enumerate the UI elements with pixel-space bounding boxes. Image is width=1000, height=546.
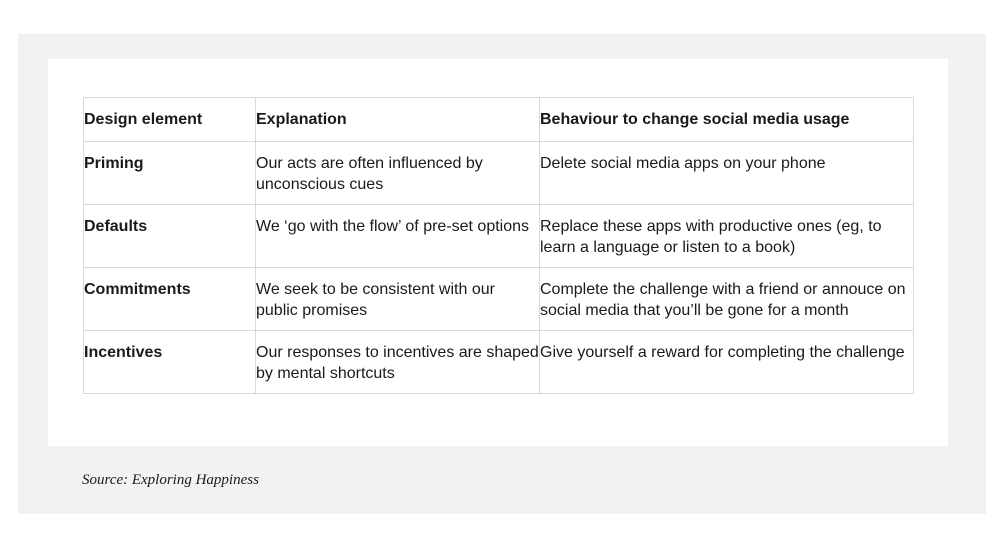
row-element: Defaults: [84, 205, 256, 268]
header-explanation: Explanation: [256, 98, 540, 142]
row-behaviour: Delete social media apps on your phone: [540, 142, 914, 205]
row-explanation: Our acts are often influenced by unconscious cues: [256, 142, 540, 205]
table-header-row: [84, 98, 914, 142]
row-element: Incentives: [84, 331, 256, 394]
design-elements-table: [83, 97, 914, 394]
table-row: [84, 142, 914, 205]
table-panel: [48, 59, 948, 446]
header-behaviour: Behaviour to change social media usage: [540, 98, 914, 142]
source-caption: Source: Exploring Happiness: [82, 472, 259, 488]
row-explanation: Our responses to incentives are shaped by mental shortcuts: [256, 331, 540, 394]
row-explanation: We ‘go with the flow’ of pre-set options: [256, 205, 540, 268]
header-design-element: Design element: [84, 98, 256, 142]
table-row: [84, 331, 914, 394]
row-behaviour: Complete the challenge with a friend or annouce on social media that you’ll be gone for a month: [540, 268, 914, 331]
row-behaviour: Give yourself a reward for completing the challenge: [540, 331, 914, 394]
page-background: [18, 34, 986, 514]
row-behaviour: Replace these apps with productive ones (eg, to learn a language or listen to a book): [540, 205, 914, 268]
table-row: [84, 205, 914, 268]
row-element: Commitments: [84, 268, 256, 331]
row-element: Priming: [84, 142, 256, 205]
row-explanation: We seek to be consistent with our public promises: [256, 268, 540, 331]
table-row: [84, 268, 914, 331]
